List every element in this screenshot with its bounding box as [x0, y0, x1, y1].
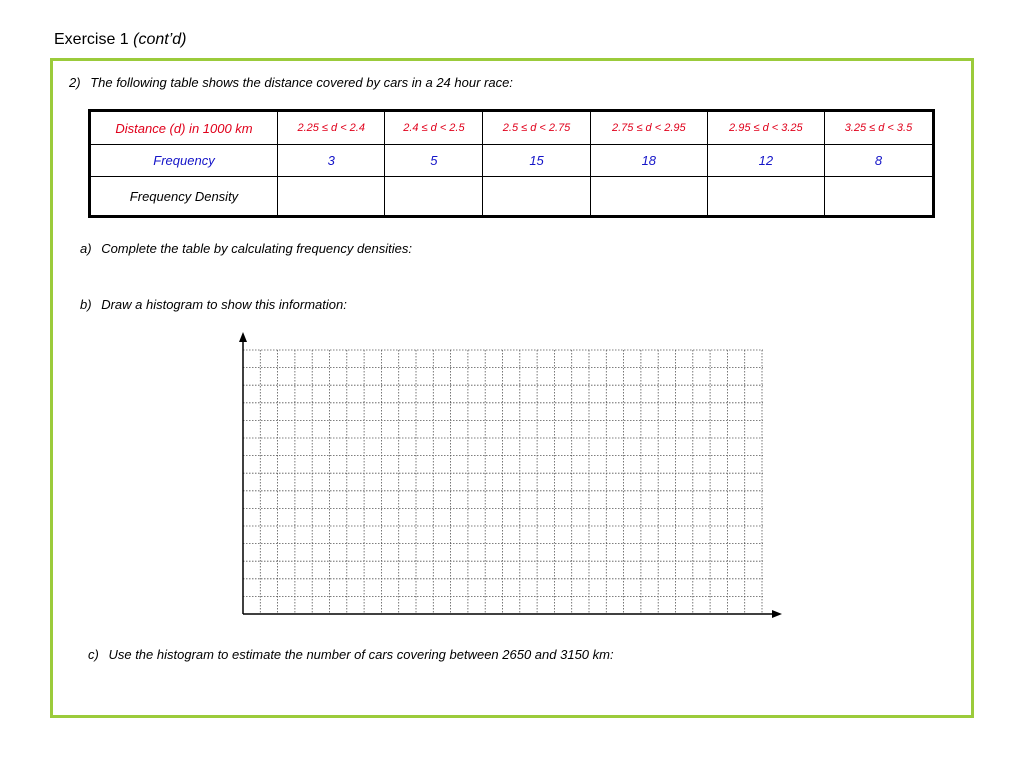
part-b — [80, 297, 347, 312]
frequency-cell: 3 — [278, 145, 385, 177]
part-a — [80, 241, 412, 256]
part-b-text: Draw a histogram to show this information: — [101, 297, 347, 312]
frequency-density-header: Frequency Density — [90, 177, 278, 217]
part-c-number: c) — [88, 647, 99, 662]
part-c — [88, 647, 614, 662]
question-text: The following table shows the distance covered by cars in a 24 hour race: — [90, 75, 513, 90]
frequency-cell: 15 — [483, 145, 590, 177]
frequency-density-cell[interactable] — [385, 177, 483, 217]
x-axis-arrow-icon — [772, 610, 782, 618]
distance-cell: 3.25 ≤ d < 3.5 — [824, 111, 933, 145]
distance-cell: 2.4 ≤ d < 2.5 — [385, 111, 483, 145]
distance-header: Distance (d) in 1000 km — [90, 111, 278, 145]
frequency-cell: 12 — [707, 145, 824, 177]
table-row-frequency-density — [90, 177, 934, 217]
frequency-cell: 8 — [824, 145, 933, 177]
frequency-density-cell[interactable] — [707, 177, 824, 217]
y-axis-arrow-icon — [239, 332, 247, 342]
distance-cell: 2.5 ≤ d < 2.75 — [483, 111, 590, 145]
page-title — [54, 31, 187, 49]
distance-cell: 2.25 ≤ d < 2.4 — [278, 111, 385, 145]
frequency-density-cell[interactable] — [483, 177, 590, 217]
table-row-distance — [90, 111, 934, 145]
part-a-number: a) — [80, 241, 92, 256]
race-distance-table — [88, 109, 935, 218]
frequency-density-cell[interactable] — [824, 177, 933, 217]
question-number: 2) — [69, 75, 81, 90]
distance-cell: 2.95 ≤ d < 3.25 — [707, 111, 824, 145]
table-row-frequency — [90, 145, 934, 177]
distance-cell: 2.75 ≤ d < 2.95 — [590, 111, 707, 145]
frequency-cell: 18 — [590, 145, 707, 177]
frequency-cell: 5 — [385, 145, 483, 177]
grid-lines — [243, 350, 763, 614]
frequency-density-cell[interactable] — [278, 177, 385, 217]
page-title-subtitle: (cont’d) — [133, 31, 187, 48]
question-2 — [69, 75, 513, 90]
frequency-header: Frequency — [90, 145, 278, 177]
part-c-text: Use the histogram to estimate the number of cars covering between 2650 and 3150 km: — [108, 647, 614, 662]
frequency-density-cell[interactable] — [590, 177, 707, 217]
histogram-grid[interactable] — [230, 328, 790, 628]
page-title-text: Exercise 1 — [54, 31, 134, 48]
part-b-number: b) — [80, 297, 92, 312]
part-a-text: Complete the table by calculating frequency densities: — [101, 241, 412, 256]
